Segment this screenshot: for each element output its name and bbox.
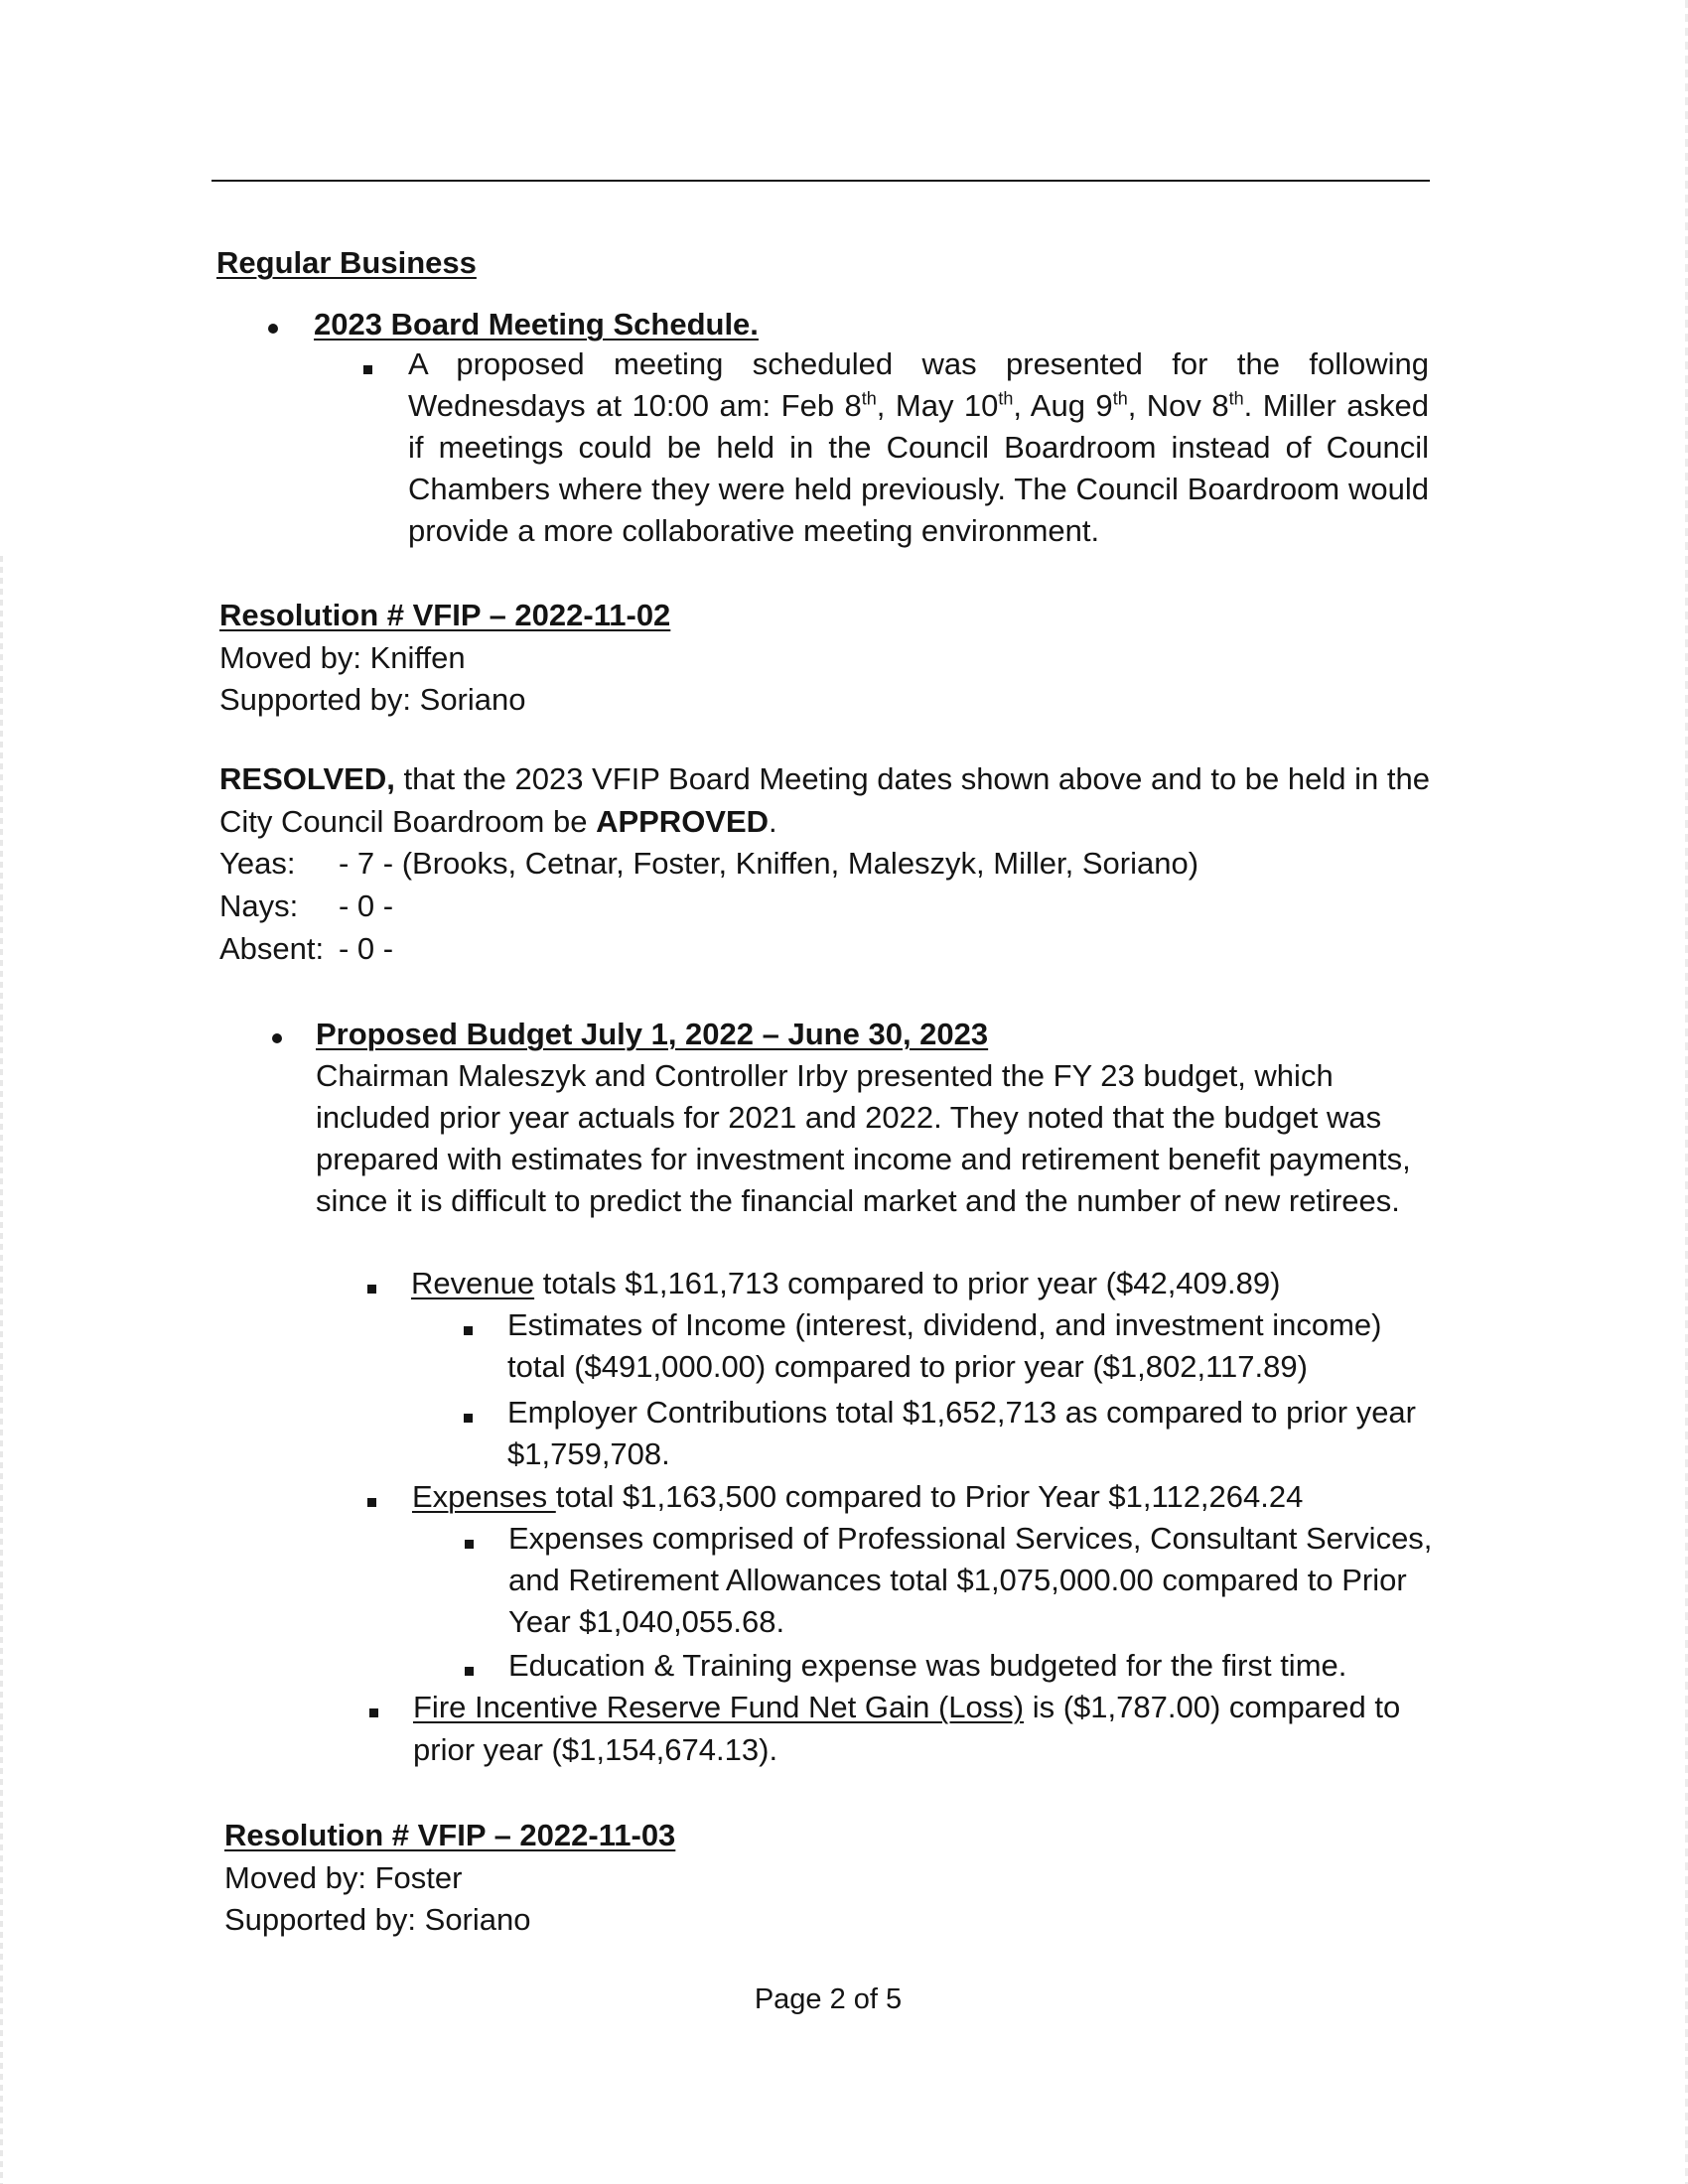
budget-paragraph-line: Chairman Maleszyk and Controller Irby presented the FY 23 budget, which bbox=[316, 1058, 1334, 1093]
absent-value: - 0 - bbox=[339, 931, 394, 966]
income-line: total ($491,000.00) compared to prior year ($1,802,117.89) bbox=[507, 1349, 1308, 1384]
schedule-line: A proposed meeting scheduled was presented for the following bbox=[408, 346, 1429, 381]
schedule-line-dates: Wednesdays at 10:00 am: Feb 8th, May 10th, Aug 9th, Nov 8th. Miller asked bbox=[408, 388, 1429, 423]
scan-edge-left bbox=[0, 556, 3, 2184]
budget-paragraph-line: since it is difficult to predict the financial market and the number of new retirees. bbox=[316, 1183, 1400, 1218]
schedule-line: if meetings could be held in the Council Boardroom instead of Council bbox=[408, 430, 1429, 465]
expenses-line: Expenses total $1,163,500 compared to Prior Year $1,112,264.24 bbox=[412, 1479, 1304, 1514]
fire-reserve-line-2: prior year ($1,154,674.13). bbox=[413, 1732, 778, 1767]
header-rule bbox=[211, 180, 1430, 182]
bullet-square bbox=[465, 1667, 474, 1676]
bullet-square bbox=[369, 1708, 378, 1717]
section-title: Regular Business bbox=[216, 245, 477, 280]
budget-paragraph-line: included prior year actuals for 2021 and 2022. They noted that the budget was bbox=[316, 1100, 1382, 1135]
resolution-title: Resolution # VFIP – 2022-11-03 bbox=[224, 1818, 676, 1852]
resolved-line-2: City Council Boardroom be APPROVED. bbox=[219, 804, 777, 839]
income-line: Estimates of Income (interest, dividend, and investment income) bbox=[507, 1307, 1382, 1342]
bullet-square bbox=[367, 1285, 376, 1294]
employer-line: Employer Contributions total $1,652,713 as compared to prior year bbox=[507, 1395, 1416, 1430]
nays-label: Nays: bbox=[219, 888, 299, 923]
expenses-detail-line: and Retirement Allowances total $1,075,000.00 compared to Prior bbox=[508, 1563, 1407, 1597]
education-line: Education & Training expense was budgeted for the first time. bbox=[508, 1648, 1347, 1683]
bullet-dot bbox=[272, 1033, 282, 1043]
employer-line: $1,759,708. bbox=[507, 1436, 670, 1471]
absent-label: Absent: bbox=[219, 931, 325, 966]
item-title-proposed-budget: Proposed Budget July 1, 2022 – June 30, 2023 bbox=[316, 1017, 989, 1051]
bullet-dot bbox=[268, 324, 278, 334]
resolved-line: RESOLVED, that the 2023 VFIP Board Meeting dates shown above and to be held in the bbox=[219, 761, 1430, 796]
bullet-square bbox=[464, 1414, 473, 1423]
yeas-value: - 7 - (Brooks, Cetnar, Foster, Kniffen, Maleszyk, Miller, Soriano) bbox=[339, 846, 1199, 881]
bullet-square bbox=[363, 365, 372, 374]
nays-value: - 0 - bbox=[339, 888, 394, 923]
revenue-line: Revenue totals $1,161,713 compared to prior year ($42,409.89) bbox=[411, 1266, 1281, 1300]
bullet-square bbox=[367, 1498, 376, 1507]
schedule-line: provide a more collaborative meeting environment. bbox=[408, 513, 1100, 548]
bullet-square bbox=[465, 1540, 474, 1549]
item-title-meeting-schedule: 2023 Board Meeting Schedule. bbox=[314, 307, 759, 341]
supported-by: Supported by: Soriano bbox=[224, 1902, 531, 1937]
fire-reserve-line: Fire Incentive Reserve Fund Net Gain (Loss) is ($1,787.00) compared to bbox=[413, 1690, 1401, 1724]
expenses-detail-line: Expenses comprised of Professional Services, Consultant Services, bbox=[508, 1521, 1433, 1556]
budget-paragraph-line: prepared with estimates for investment income and retirement benefit payments, bbox=[316, 1142, 1411, 1176]
supported-by: Supported by: Soriano bbox=[219, 682, 526, 717]
moved-by: Moved by: Kniffen bbox=[219, 640, 466, 675]
bullet-square bbox=[464, 1326, 473, 1335]
schedule-line: Chambers where they were held previously. The Council Boardroom would bbox=[408, 472, 1429, 506]
resolution-title: Resolution # VFIP – 2022-11-02 bbox=[219, 598, 671, 632]
yeas-label: Yeas: bbox=[219, 846, 296, 881]
page-number: Page 2 of 5 bbox=[754, 1983, 903, 2015]
moved-by: Moved by: Foster bbox=[224, 1860, 463, 1895]
expenses-detail-line: Year $1,040,055.68. bbox=[508, 1604, 785, 1639]
